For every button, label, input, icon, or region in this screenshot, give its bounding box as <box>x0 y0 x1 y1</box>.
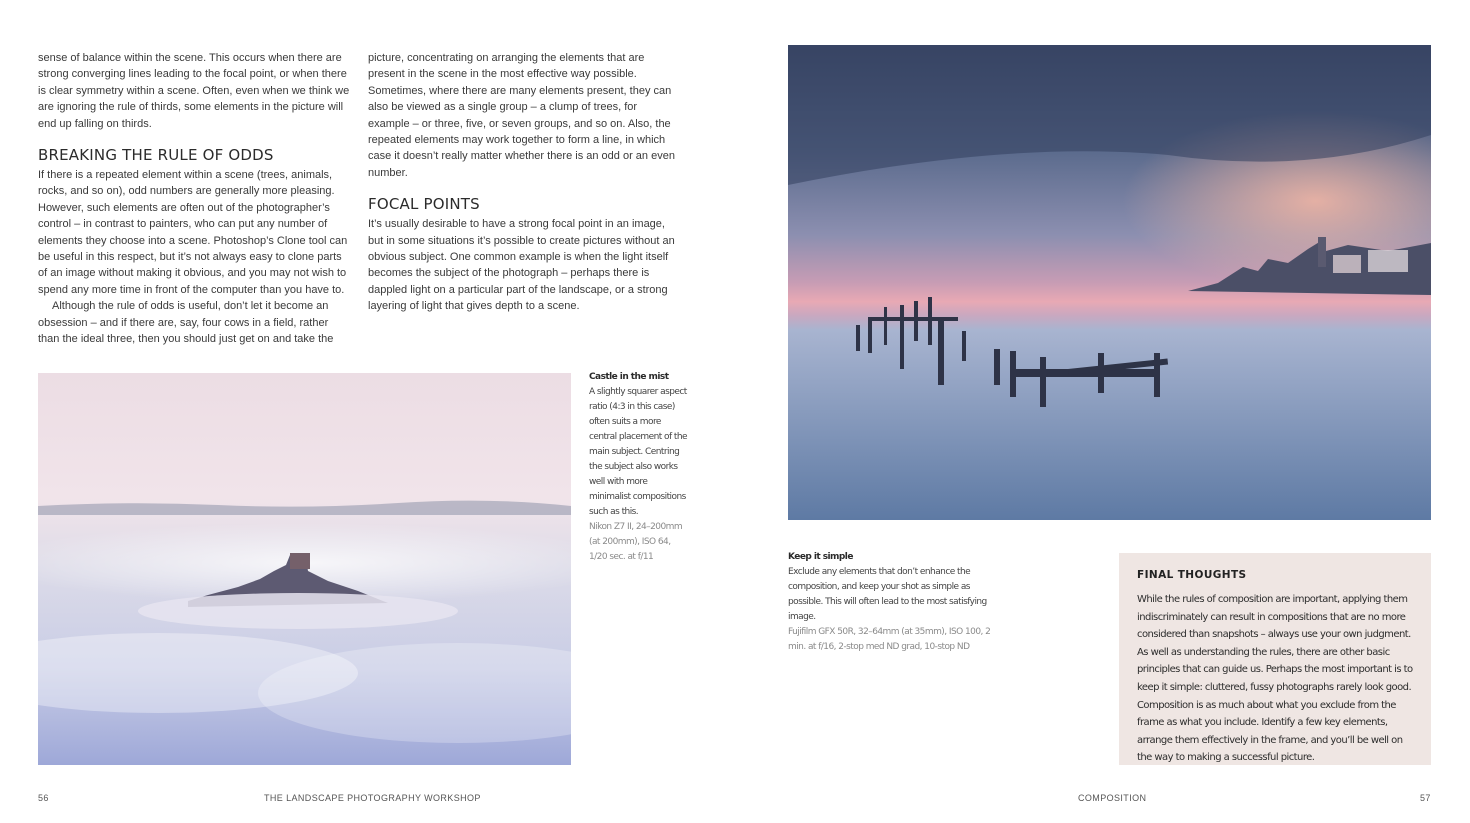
final-thoughts-box <box>1119 553 1431 765</box>
castle-caption-meta: Nikon Z7 II, 24–200mm (at 200mm), ISO 64, 1/20 sec. at f/11 <box>589 522 683 562</box>
simple-caption-text: Exclude any elements that don’t enhance the composition, and keep your shot as simple as possible. This will often lead to the most satisfying image. <box>788 567 987 622</box>
castle-caption-text: A slightly squarer aspect ratio (4:3 in this case) often suits a more central placement of the main subject. Centring the subject also works well with more minimalist compositions such as this. <box>589 387 688 517</box>
running-title-left: THE LANDSCAPE PHOTOGRAPHY WORKSHOP <box>264 793 481 803</box>
castle-caption-title: Castle in the mist <box>589 372 669 382</box>
focal-points-paragraph: It’s usually desirable to have a strong focal point in an image, but in some situations it’s possible to create pictures without an obvious subject. One common example is when the light itself becomes the subject of the photograph – perhaps there is dappled light on a particular part of the landscape, or a strong layering of light that gives depth to a scene. <box>368 218 675 313</box>
odds-paragraph-2: Although the rule of odds is useful, don’t let it become an obsession – and if there are, say, four cows in a field, rather than the ideal three, then you should just get on and take the <box>38 300 334 346</box>
focal-points-heading: FOCAL POINTS <box>368 195 480 214</box>
simple-caption-meta: Fujifilm GFX 50R, 32–64mm (at 35mm), ISO 100, 2 min. at f/16, 2-stop med ND grad, 10-stop ND <box>788 627 991 652</box>
final-thoughts-heading: FINAL THOUGHTS <box>1137 569 1247 581</box>
castle-photo <box>38 373 571 765</box>
final-thoughts-paragraph-1: While the rules of composition are important, applying them indiscriminately can result in compositions that are no more considered than snapshots – always use your own judgment. <box>1137 594 1411 641</box>
left-column-1 <box>38 50 352 348</box>
intro-paragraph: sense of balance within the scene. This occurs when there are strong converging lines leading to the focal point, or when there is clear symmetry within a scene. Often, even when we think we are ignoring the rule of thirds, some elements in the picture will end up falling on thirds. <box>38 52 350 130</box>
simple-caption <box>788 550 998 655</box>
page-number-left: 56 <box>38 793 49 803</box>
left-column-2 <box>368 50 676 315</box>
odds-heading: BREAKING THE RULE OF ODDS <box>38 146 274 165</box>
seascape-photo <box>788 45 1431 520</box>
running-title-right: COMPOSITION <box>1078 793 1147 803</box>
page-number-right: 57 <box>1420 793 1431 803</box>
castle-caption <box>589 370 687 565</box>
simple-caption-title: Keep it simple <box>788 552 853 562</box>
final-thoughts-paragraph-2: As well as understanding the rules, there are other basic principles that can guide us. Perhaps the most important is to keep it simple: cluttered, fussy photographs rarely look good. Composition is as much about what you exclude from the frame as what you include. Identify a few key elements, arrange them effectively in the frame, and you’ll be well on the way to making a successful picture. <box>1137 646 1413 764</box>
continued-paragraph: picture, concentrating on arranging the elements that are present in the scene in the most effective way possible. Sometimes, where there are many elements present, they can also be viewed as a single group – a clump of trees, for example – or three, five, or seven groups, and so on. Also, the repeated elements may work together to form a line, in which case it doesn’t really matter whether there is an odd or an even number. <box>368 52 675 179</box>
odds-paragraph-1: If there is a repeated element within a scene (trees, animals, rocks, and so on), odd numbers are generally more pleasing. However, such elements are often out of the photographer’s control – in contrast to painters, who can put any number of elements they choose into a scene. Photoshop’s Clone tool can be useful in this respect, but it’s not always easy to clone parts of an image without making it obvious, and you may not wish to spend any more time in front of the computer than you have to. <box>38 169 348 296</box>
